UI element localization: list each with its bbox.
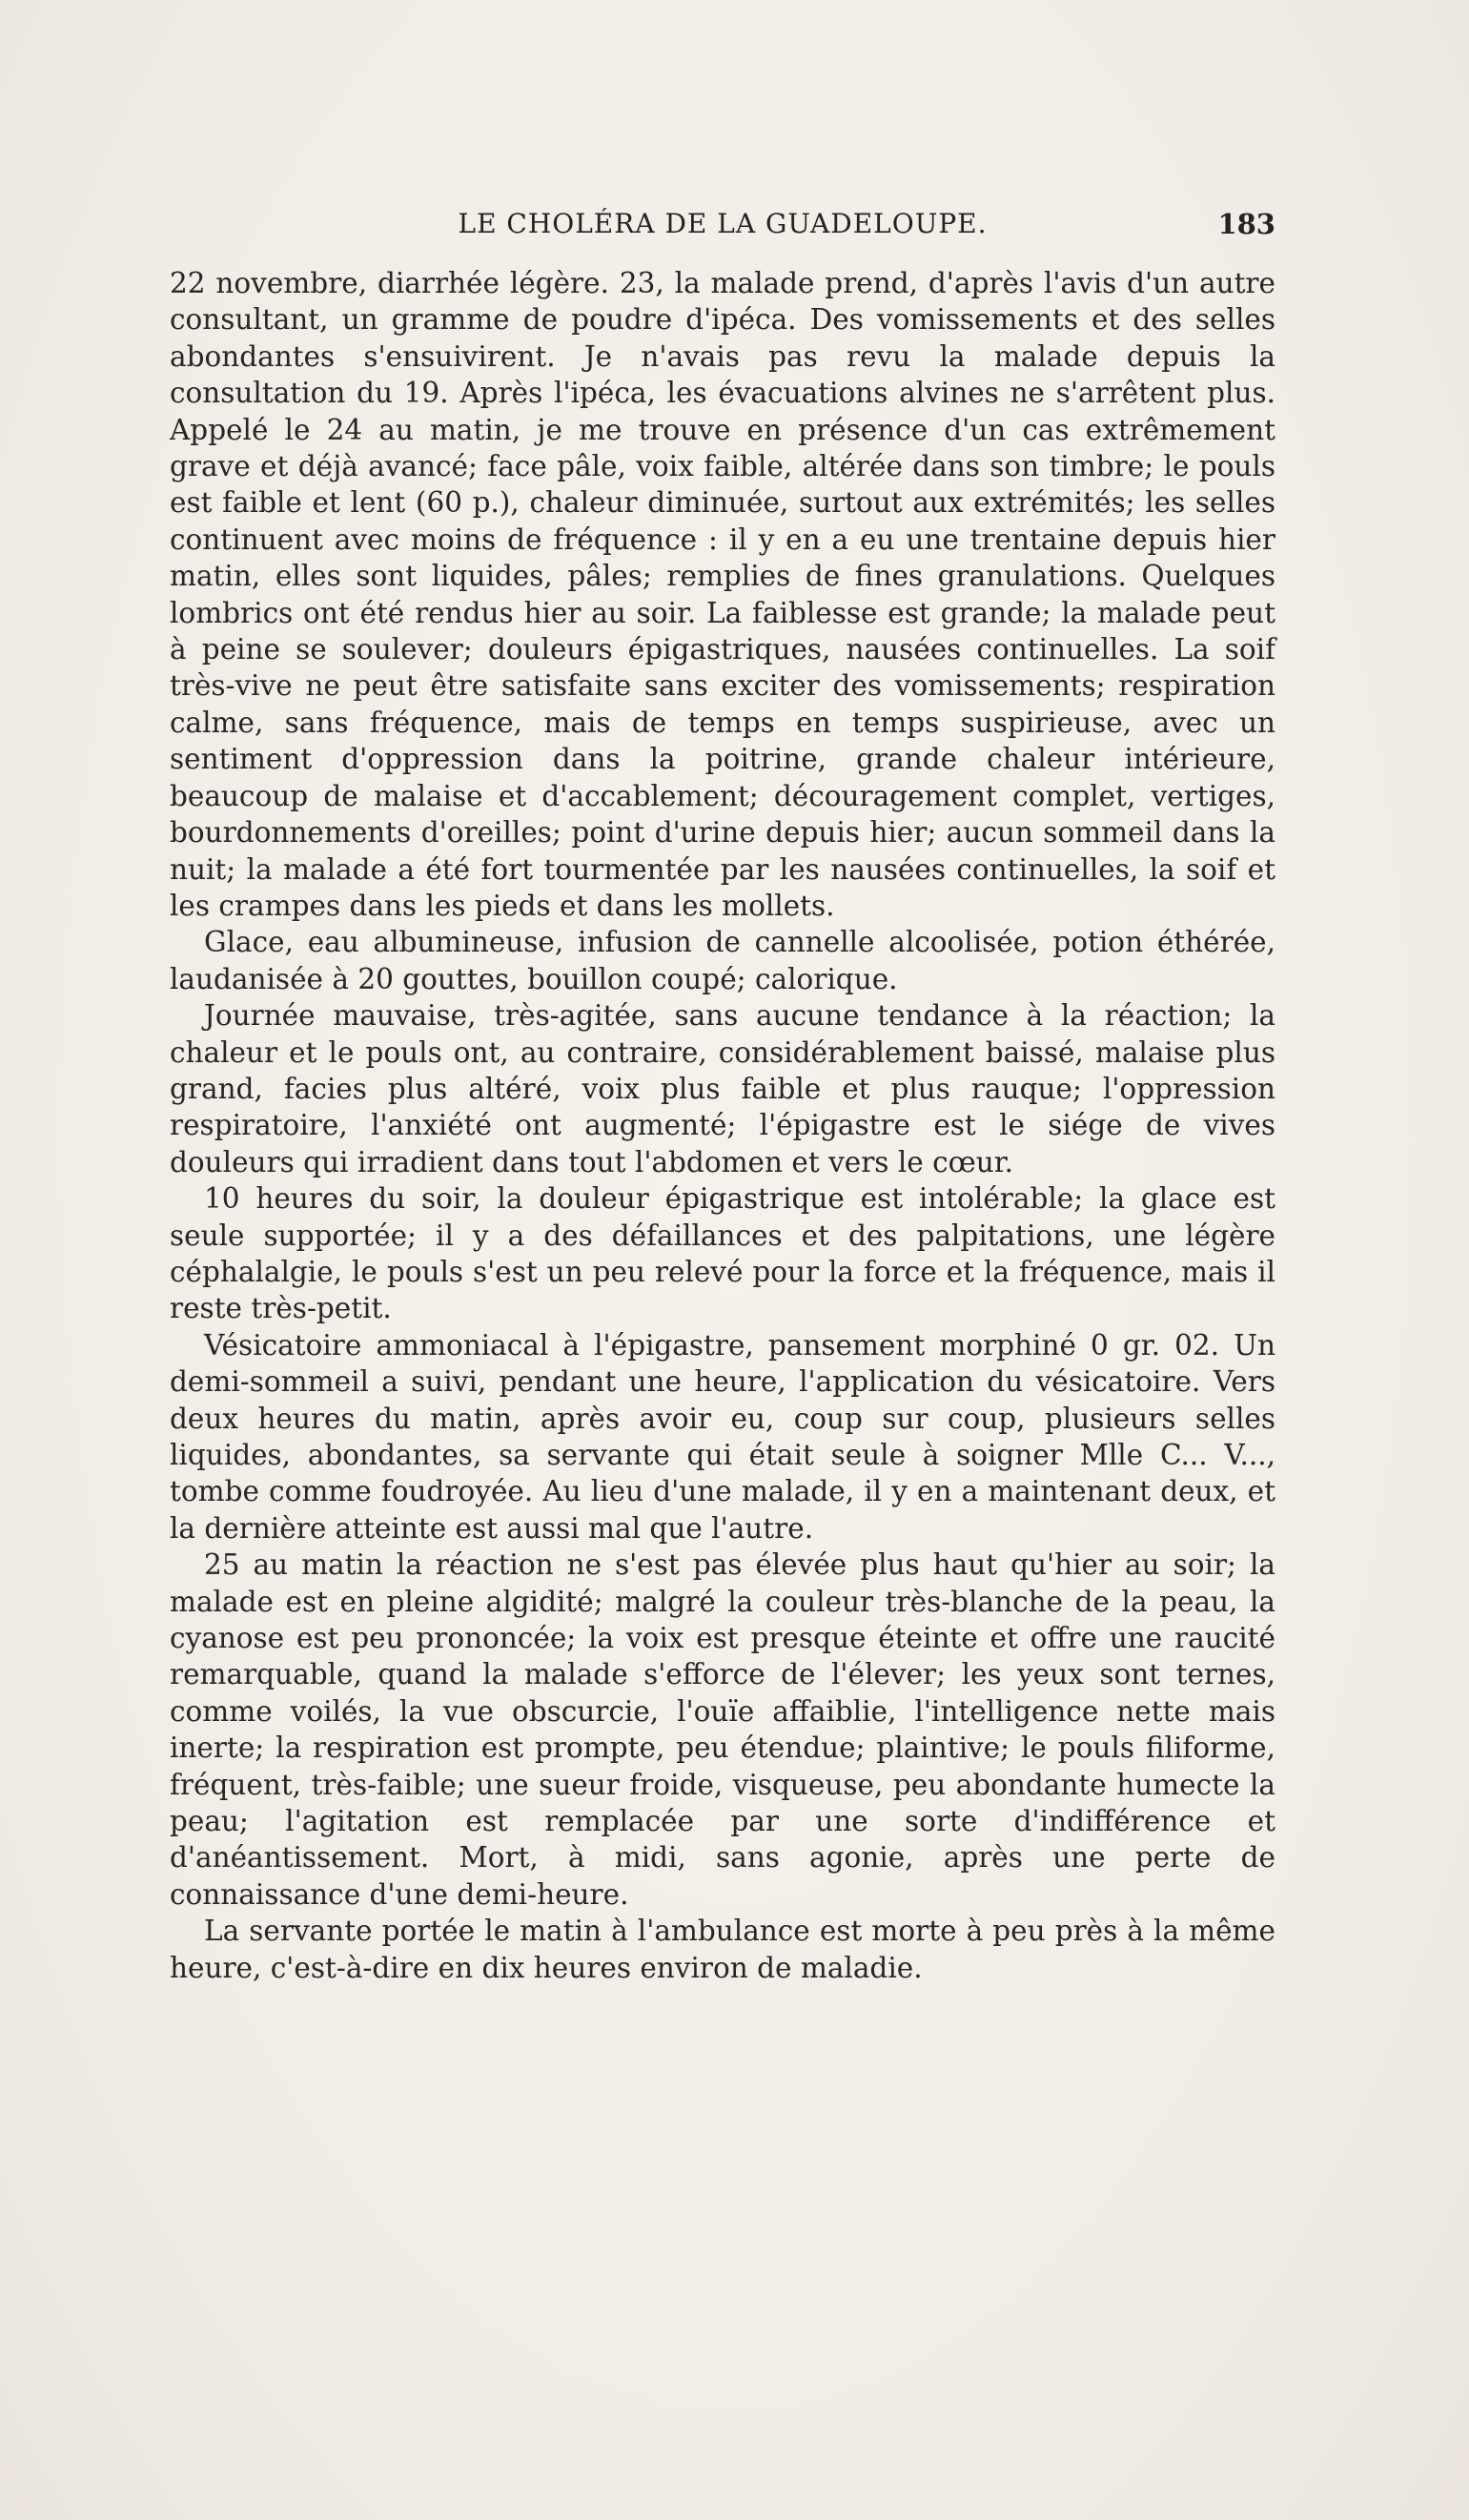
page-number: 183 — [1217, 208, 1275, 240]
paragraph-death: 25 au matin la réaction ne s'est pas élevée plus haut qu'hier au soir; la malade est en pleine algidité; malgré la couleur très-blanche de la peau, la cyanose est peu prononcée; la voix est presque éteinte et offre une raucité remarquable, quand la malade s'efforce de l'élever; les yeux sont ternes, comme voilés, la vue obscurcie, l'ouïe affaiblie, l'intelligence nette mais inerte; la respiration est prompte, peu étendue; plaintive; le pouls filiforme, fréquent, très-faible; une sueur froide, visqueuse, peu abondante humecte la peau; l'agitation est remplacée par une sorte d'indifférence et d'anéantissement. Mort, à midi, sans agonie, après une perte de connaissance d'une demi-heure. — [170, 1548, 1275, 1911]
paragraph-vesicatory: Vésicatoire ammoniacal à l'épigastre, pansement morphiné 0 gr. 02. Un demi-sommeil a suivi, pendant une heure, l'application du vésicatoire. Vers deux heures du matin, après avoir eu, coup sur coup, plusieurs selles liquides, abondantes, sa servante qui était seule à soigner Mlle C... V..., tombe comme foudroyée. Au lieu d'une malade, il y en a maintenant deux, et la dernière atteinte est aussi mal que l'autre. — [170, 1328, 1275, 1545]
page-header — [170, 208, 1275, 254]
body-text — [170, 265, 1275, 1986]
paragraph-servant: La servante portée le matin à l'ambulance est morte à peu près à la même heure, c'est-à-dire en dix heures environ de maladie. — [170, 1915, 1275, 1984]
paragraph-treatment: Glace, eau albumineuse, infusion de cannelle alcoolisée, potion éthérée, laudanisée à 20 gouttes, bouillon coupé; calorique. — [170, 926, 1275, 995]
paragraph-case-history: 22 novembre, diarrhée légère. 23, la malade prend, d'après l'avis d'un autre consultant, un gramme de poudre d'ipéca. Des vomissements et des selles abondantes s'ensuivirent. Je n'avais pas revu la malade depuis la consultation du 19. Après l'ipéca, les évacuations alvines ne s'arrêtent plus. Appelé le 24 au matin, je me trouve en présence d'un cas extrêmement grave et déjà avancé; face pâle, voix faible, altérée dans son timbre; le pouls est faible et lent (60 p.), chaleur diminuée, surtout aux extrémités; les selles continuent avec moins de fréquence : il y en a eu une trentaine depuis hier matin, elles sont liquides, pâles; remplies de fines granulations. Quelques lombrics ont été rendus hier au soir. La faiblesse est grande; la malade peut à peine se soulever; douleurs épigastriques, nausées continuelles. La soif très-vive ne peut être satisfaite sans exciter des vomissements; respiration calme, sans fréquence, mais de temps en temps suspirieuse, avec un sentiment d'oppression dans la poitrine, grande chaleur intérieure, beaucoup de malaise et d'accablement; découragement complet, vertiges, bourdonnements d'oreilles; point d'urine depuis hier; aucun sommeil dans la nuit; la malade a été fort tourmentée par les nausées continuelles, la soif et les crampes dans les pieds et dans les mollets. — [170, 267, 1275, 922]
paragraph-day-course: Journée mauvaise, très-agitée, sans aucune tendance à la réaction; la chaleur et le pouls ont, au contraire, considérablement baissé, malaise plus grand, facies plus altéré, voix plus faible et plus rauque; l'oppression respiratoire, l'anxiété ont augmenté; l'épigastre est le siége de vives douleurs qui irradient dans tout l'abdomen et vers le cœur. — [170, 999, 1275, 1178]
running-title: LE CHOLÉRA DE LA GUADELOUPE. — [458, 208, 988, 239]
paragraph-evening: 10 heures du soir, la douleur épigastrique est intolérable; la glace est seule supportée; il y a des défaillances et des palpitations, une légère céphalalgie, le pouls s'est un peu relevé pour la force et la fréquence, mais il reste très-petit. — [170, 1182, 1275, 1325]
